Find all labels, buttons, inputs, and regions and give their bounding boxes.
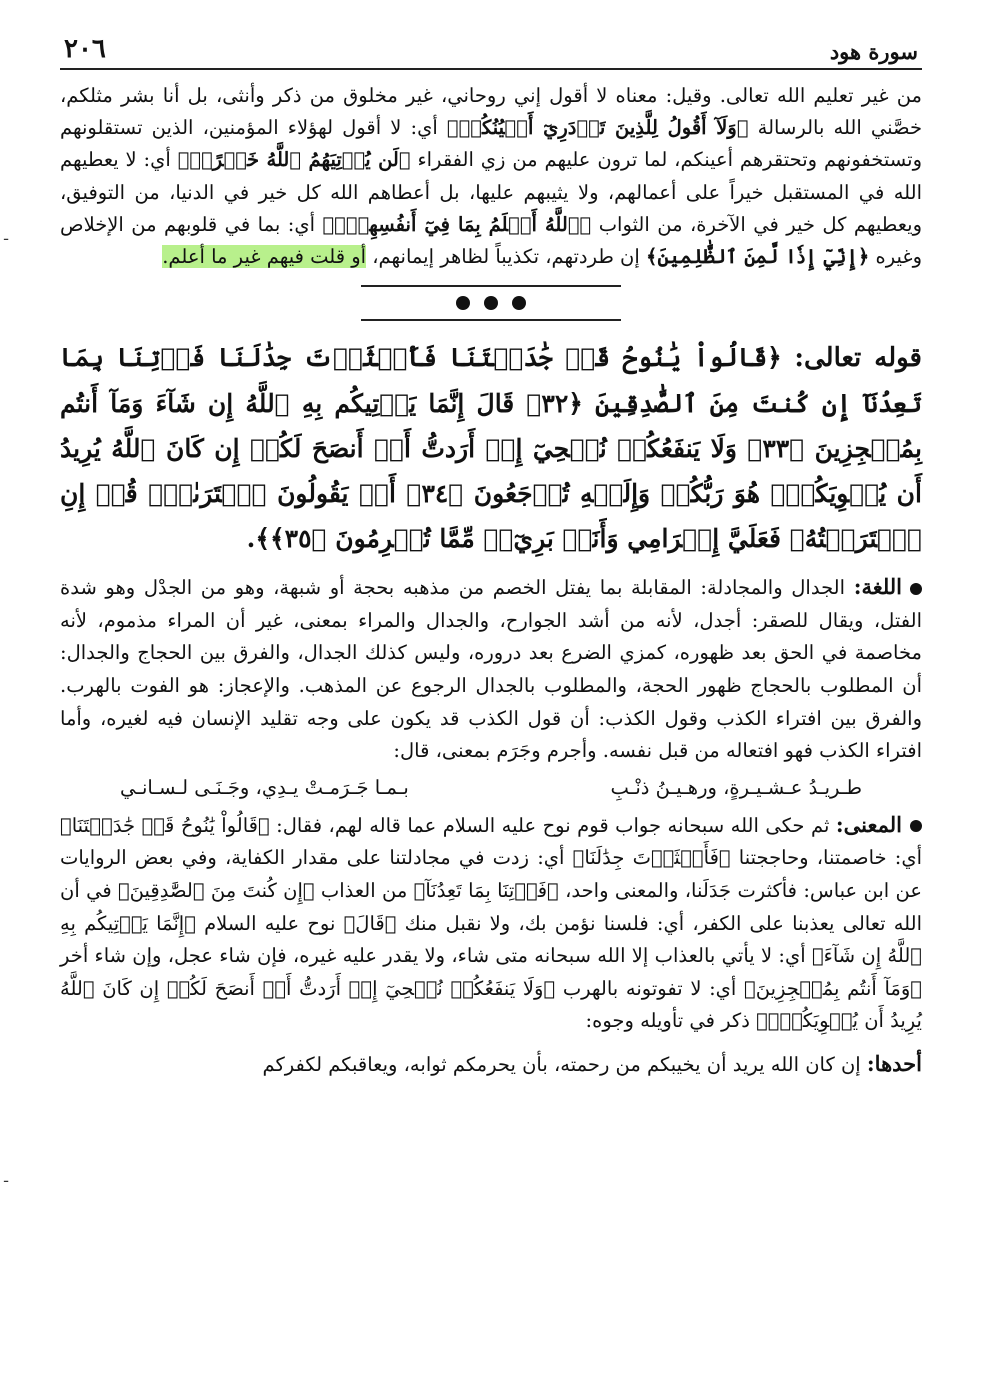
dot-icon [456, 296, 470, 310]
verse-text: ﴿قَالُواْ يَٰنُوحُ قَدۡ جَٰدَلۡتَنَا فَأَكۡثَرۡتَ جِدَٰلَنَا فَأۡتِنَا بِمَا تَعِدُنَآ إِن كُنتَ مِنَ ٱلصَّٰدِقِينَ ﴿٣٢﴾ قَالَ إِنَّمَا يَأۡتِيكُم بِهِ ٱللَّهُ إِن شَآءَ وَمَآ أَنتُم بِمُعۡجِزِينَ ﴿٣٣﴾ وَلَا يَنفَعُكُمۡ نُصۡحِيٓ إِنۡ أَرَدتُّ أَنۡ أَنصَحَ لَكُمۡ إِن كَانَ ٱللَّهُ يُرِيدُ أَن يُغۡوِيَكُمۡۚ هُوَ رَبُّكُمۡ وَإِلَيۡهِ تُرۡجَعُونَ ﴿٣٤﴾ أَمۡ يَقُولُونَ ٱفۡتَرَىٰهُۖ قُلۡ إِنِ ٱفۡتَرَيۡتُهُۥ فَعَلَيَّ إِجۡرَامِي وَأَنَا۠ بَرِيٓءٞ مِّمَّا تُجۡرِمُونَ ﴿٣٥﴾﴾. [60, 343, 922, 554]
quran-quote-2: ﴿لَن يُؤۡتِيَهُمُ ٱللَّهُ خَيۡرًاۖ﴾ [177, 148, 411, 172]
dot-icon [512, 296, 526, 310]
dot-icon [484, 296, 498, 310]
maana-title: المعنى: [835, 811, 902, 837]
maana-text: ثم حكى الله سبحانه جواب قوم نوح عليه السلام عما قاله لهم، فقال: ﴿قَالُواْ يَٰنُوحُ قَدۡ جَٰدَلۡتَنَا﴾ أي: خاصمتنا، وحاججتنا ﴿فَأَكۡثَرۡتَ جِدَٰلَنَا﴾ أي: زدت في مجادلتنا على مقدار الكفاية، وفي بعض الروايات عن ابن عباس: فأكثرت جَدَلَنا، والمعنى واحد، ﴿فَأۡتِنَا بِمَا تَعِدُنَآ﴾ من العذاب ﴿إِن كُنتَ مِنَ ٱلصَّٰدِقِينَ﴾ في أن الله تعالى يعذبنا على الكفر، أي: فلسنا نؤمن بك، ولا نقبل منك ﴿قَالَ﴾ نوح عليه السلام ﴿إِنَّمَا يَأۡتِيكُم بِهِ ٱللَّهُ إِن شَآءَ﴾ أي: لا يأتي بالعذاب إلا الله سبحانه متى شاء، ولا يقدر عليه غيره، فإن شاء عجل، وإن شاء أخر ﴿وَمَآ أَنتُم بِمُعۡجِزِينَ﴾ أي: لا تفوتونه بالهرب ﴿وَلَا يَنفَعُكُمۡ نُصۡحِيٓ إِنۡ أَرَدتُّ أَنۡ أَنصَحَ لَكُمۡ إِن كَانَ ٱللَّهُ يُرِيدُ أَن يُغۡوِيَكُمۡۚ﴾ ذكر في تأويله وجوه: [60, 813, 923, 1033]
quran-quote-4: ﴿إِنِّيٓ إِذٗا لَّمِنَ ٱلظَّٰلِمِينَ﴾ [646, 245, 870, 269]
separator-line-bottom [361, 319, 621, 321]
bullet-icon [910, 583, 922, 595]
surah-title: سورة هود [829, 39, 918, 64]
quran-quote-3: ﴿ٱللَّهُ أَعۡلَمُ بِمَا فِيٓ أَنفُسِهِمۡۖ﴾ [322, 212, 592, 236]
lugha-title: اللغة: [853, 574, 903, 600]
page [60, 30, 922, 1370]
maana-section [60, 809, 922, 1038]
lugha-text: الجدال والمجادلة: المقابلة بما يفتل الخصم من مذهبه بحجة أو شبهة، وهو من الجدْل وهو شدة الفتل، ويقال للصقر: أجدل، لأنه من أشد الجوارح، والجدال والمراء بمعنى، غير أن المراء مذموم، لأنه مخاصمة في الحق بعد ظهوره، كمزي الضرع بعد دروره، وليس كذلك الجدال، والفرق بين الحجاج والجدال: أن المطلوب بالحجاج ظهور الحجة، والمطلوب بالجدال الرجوع عن المذهب. والإعجاز: هو الفوت بالهرب. والفرق بين افتراء الكذب وقول الكذب: أن قول الكذب قد يكون على وجه تقليد الإنسان فيه لغيره، وأما افتراء الكذب فهو افتعاله من قبل نفسه. وأجرم وجَرَم بمعنى، قال: [60, 576, 922, 763]
margin-mark: ـ [4, 228, 9, 244]
poem-left-hemistich: بـمـا جَـرَمـتْ يـدِي، وجَـنَـى لـسـانـي [120, 775, 409, 799]
separator-line-top [361, 285, 621, 287]
intro-text-5: إن طردتهم، تكذيباً لظاهر إيمانهم، [372, 245, 640, 269]
lugha-section [60, 571, 922, 768]
intro-text-3: أي: لا يعطيهم الله في المستقبل خيراً على أعمالهم، ولا يثيبهم عليها، بل أعطاهم الله كل خير في الدنيا، من التوفيق، ويعطيهم كل خير في الآخرة، من الثواب [60, 148, 923, 236]
page-number: ٢٠٦ [64, 34, 106, 64]
ahaduha-title: أحدها: [866, 1050, 922, 1076]
poem-right-hemistich: طـريـدُ عـشـيـرةٍ، ورهـيـنُ ذنْـبِ [610, 775, 862, 799]
ahaduha-section [60, 1048, 922, 1082]
intro-text-2: أي: لا أقول لهؤلاء المؤمنين، الذين تستقلونهم وتستخفونهم وتحتقرهم أعينكم، لما ترون عليهم من زي الفقراء [60, 116, 923, 172]
margin-mark: ـ [4, 1170, 9, 1186]
intro-text-1: من غير تعليم الله تعالى. وقيل: معناه لا أقول إني روحاني، غير مخلوق من ذكر وأنثى، بل أنا بشر مثلكم، خصَّني الله بالرسالة [60, 84, 923, 140]
intro-text-4: أي: بما في قلوبهم من الإخلاص وغيره [60, 212, 922, 269]
page-header [60, 30, 922, 70]
intro-paragraph [60, 80, 922, 273]
separator-dots [361, 296, 621, 310]
section-separator [361, 285, 621, 321]
bullet-icon [910, 820, 922, 832]
highlighted-text[interactable]: أو قلت فيهم غير ما أعلم. [162, 245, 367, 269]
verse-lead: قوله تعالى: [794, 343, 922, 374]
poem-verse [60, 776, 922, 799]
verse-block [60, 335, 922, 561]
quran-quote-1: ﴿وَلَآ أَقُولُ لِلَّذِينَ تَزۡدَرِيٓ أَعۡيُنُكُمۡ﴾ [446, 116, 749, 140]
ahaduha-text: إن كان الله يريد أن يخيبكم من رحمته، بأن يحرمكم ثوابه، ويعاقبكم لكفركم [262, 1052, 861, 1076]
